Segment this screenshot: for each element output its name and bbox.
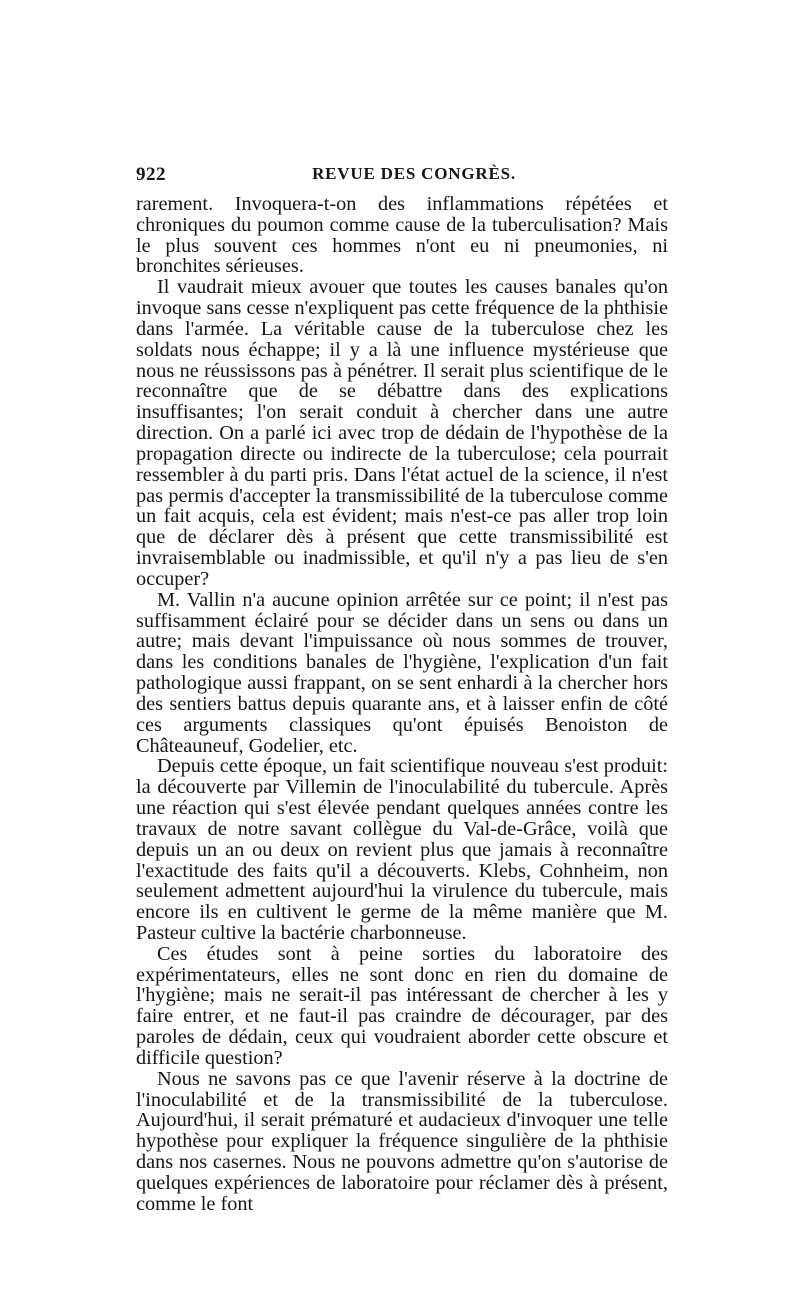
running-title: REVUE DES CONGRÈS.	[312, 164, 516, 183]
body-text	[136, 194, 668, 1215]
paragraph: Nous ne savons pas ce que l'avenir réserve à la doctrine de l'inoculabilité et de la transmissibilité de la tuberculose. Aujourd'hui, il serait prématuré et audacieux d'invoquer une telle hypothèse pour expliquer la fréquence singulière de la phthisie dans nos casernes. Nous ne pouvons admettre qu'on s'autorise de quelques expériences de laboratoire pour réclamer dès à présent, comme le font	[136, 1067, 668, 1215]
paragraph: M. Vallin n'a aucune opinion arrêtée sur ce point; il n'est pas suffisamment éclairé pour se décider dans un sens ou dans un autre; mais devant l'impuissance où nous sommes de trouver, dans les conditions banales de l'hygiène, l'explication d'un fait pathologique aussi frappant, on se sent enhardi à la chercher hors des sentiers battus depuis quarante ans, et à laisser enfin de côté ces arguments classiques qu'ont épuisés Benoiston de Châteauneuf, Godelier, etc.	[136, 588, 668, 757]
paragraph: Il vaudrait mieux avouer que toutes les causes banales qu'on invoque sans cesse n'expliquent pas cette fréquence de la phthisie dans l'armée. La véritable cause de la tuberculose chez les soldats nous échappe; il y a là une influence mystérieuse que nous ne réussissons pas à pénétrer. Il serait plus scientifique de le reconnaître que de se débattre dans des explications insuffisantes; l'on serait conduit à chercher dans une autre direction. On a parlé ici avec trop de dédain de l'hypothèse de la propagation directe ou indirecte de la tuberculose; cela pourrait ressembler à du parti pris. Dans l'état actuel de la science, il n'est pas permis d'accepter la transmissibilité de la tuberculose comme un fait acquis, cela est évident; mais n'est-ce pas aller trop loin que de déclarer dès à présent que cette transmissibilité est invraisemblable ou inadmissible, et qu'il n'y a pas lieu de s'en occuper?	[136, 276, 668, 590]
page-header	[136, 164, 668, 194]
paragraph: Ces études sont à peine sorties du laboratoire des expérimentateurs, elles ne sont donc en rien du domaine de l'hygiène; mais ne serait-il pas intéressant de chercher à les y faire entrer, et ne faut-il pas craindre de décourager, par des paroles de dédain, ceux qui voudraient aborder cette obscure et difficile question?	[136, 942, 668, 1069]
page-number: 922	[136, 164, 166, 185]
paragraph: Depuis cette époque, un fait scientifique nouveau s'est produit: la découverte par Villemin de l'inoculabilité du tubercule. Après une réaction qui s'est élevée pendant quelques années contre les travaux de notre savant collègue du Val-de-Grâce, voilà que depuis un an ou deux on revient plus que jamais à reconnaître l'exactitude des faits qu'il a découverts. Klebs, Cohnheim, non seulement admettent aujourd'hui la virulence du tubercule, mais encore ils en cultivent le germe de la même manière que M. Pasteur cultive la bactérie charbonneuse.	[136, 755, 668, 944]
paragraph-continuation: rarement. Invoquera-t-on des inflammations répétées et chroniques du poumon comme cause de la tuberculisation? Mais le plus souvent ces hommes n'ont eu ni pneumonies, ni bronchites sérieuses.	[136, 193, 668, 278]
book-page	[136, 164, 668, 1215]
